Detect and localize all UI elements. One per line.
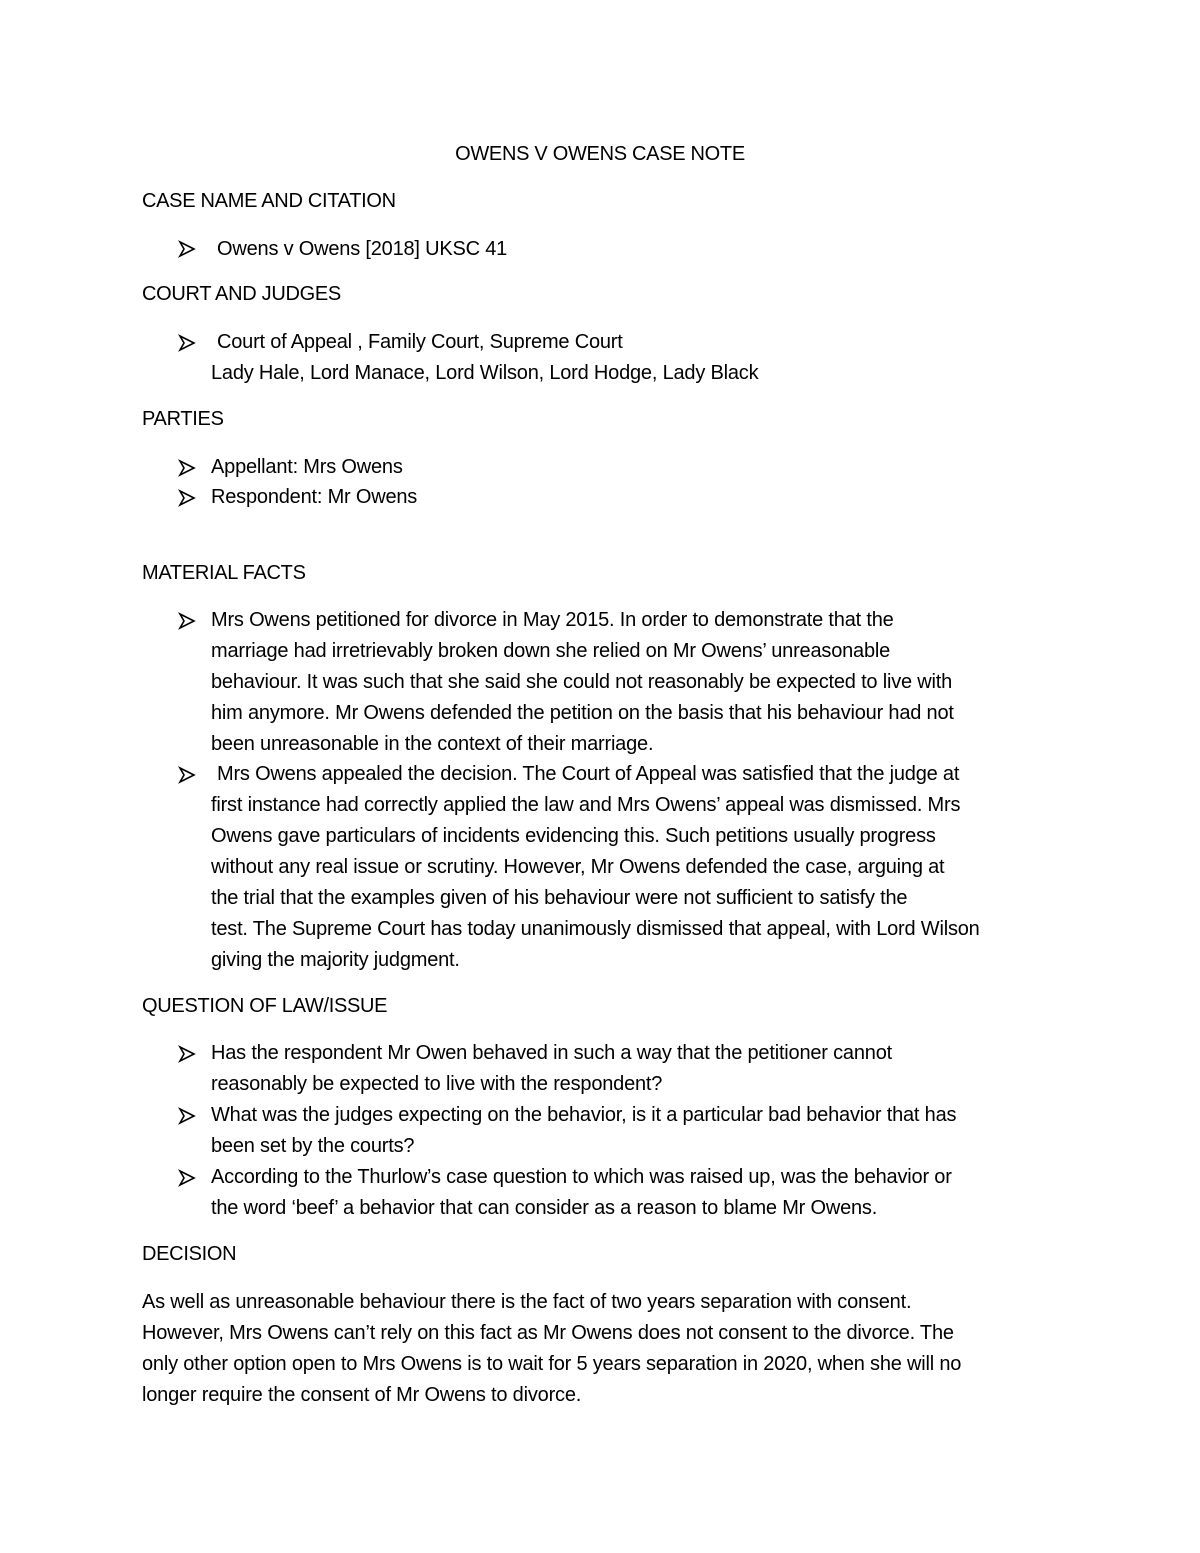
arrow-bullet-icon (178, 612, 198, 634)
issue-line: the word ‘beef’ a behavior that can consider as a reason to blame Mr Owens. (211, 1197, 878, 1219)
arrow-bullet-icon (178, 489, 198, 511)
decision-line: As well as unreasonable behaviour there is the fact of two years separation with consent. (142, 1291, 912, 1313)
facts-line: Mrs Owens petitioned for divorce in May 2015. In order to demonstrate that the (211, 609, 894, 631)
arrow-bullet-icon (178, 459, 198, 481)
facts-line: the trial that the examples given of his behaviour were not sufficient to satisfy the (211, 887, 908, 909)
issue-line: reasonably be expected to live with the respondent? (211, 1073, 663, 1095)
respondent-item: Respondent: Mr Owens (211, 486, 418, 508)
facts-line: marriage had irretrievably broken down she relied on Mr Owens’ unreasonable (211, 640, 891, 662)
arrow-bullet-icon (178, 334, 198, 356)
facts-line: behaviour. It was such that she said she could not reasonably be expected to live with (211, 671, 953, 693)
citation-item: Owens v Owens [2018] UKSC 41 (217, 238, 508, 260)
heading-decision: DECISION (142, 1243, 237, 1265)
decision-line: only other option open to Mrs Owens is to wait for 5 years separation in 2020, when she will no (142, 1353, 962, 1375)
heading-material-facts: MATERIAL FACTS (142, 562, 306, 584)
arrow-bullet-icon (178, 240, 198, 262)
facts-line: been unreasonable in the context of their marriage. (211, 733, 654, 755)
issue-line: According to the Thurlow’s case question to which was raised up, was the behavior or (211, 1166, 952, 1188)
court-item: Court of Appeal , Family Court, Supreme Court (217, 331, 623, 353)
facts-line: Mrs Owens appealed the decision. The Court of Appeal was satisfied that the judge at (217, 763, 960, 785)
heading-issues: QUESTION OF LAW/ISSUE (142, 995, 388, 1017)
arrow-bullet-icon (178, 1107, 198, 1129)
heading-parties: PARTIES (142, 408, 224, 430)
arrow-bullet-icon (178, 766, 198, 788)
arrow-bullet-icon (178, 1045, 198, 1067)
arrow-bullet-icon (178, 1169, 198, 1191)
facts-line: Owens gave particulars of incidents evidencing this. Such petitions usually progress (211, 825, 936, 847)
facts-line: without any real issue or scrutiny. However, Mr Owens defended the case, arguing at (211, 856, 945, 878)
facts-line: giving the majority judgment. (211, 949, 460, 971)
issue-line: Has the respondent Mr Owen behaved in such a way that the petitioner cannot (211, 1042, 892, 1064)
appellant-item: Appellant: Mrs Owens (211, 456, 403, 478)
judges-line: Lady Hale, Lord Manace, Lord Wilson, Lord Hodge, Lady Black (211, 362, 759, 384)
heading-court: COURT AND JUDGES (142, 283, 341, 305)
issue-line: been set by the courts? (211, 1135, 415, 1157)
facts-line: first instance had correctly applied the law and Mrs Owens’ appeal was dismissed. Mrs (211, 794, 961, 816)
issue-line: What was the judges expecting on the behavior, is it a particular bad behavior that has (211, 1104, 957, 1126)
decision-line: However, Mrs Owens can’t rely on this fact as Mr Owens does not consent to the divorce. The (142, 1322, 954, 1344)
facts-line: him anymore. Mr Owens defended the petition on the basis that his behaviour had not (211, 702, 954, 724)
decision-line: longer require the consent of Mr Owens to divorce. (142, 1384, 582, 1406)
facts-line: test. The Supreme Court has today unanimously dismissed that appeal, with Lord Wilson (211, 918, 980, 940)
document-title: OWENS V OWENS CASE NOTE (455, 143, 745, 165)
heading-case-name: CASE NAME AND CITATION (142, 190, 396, 212)
